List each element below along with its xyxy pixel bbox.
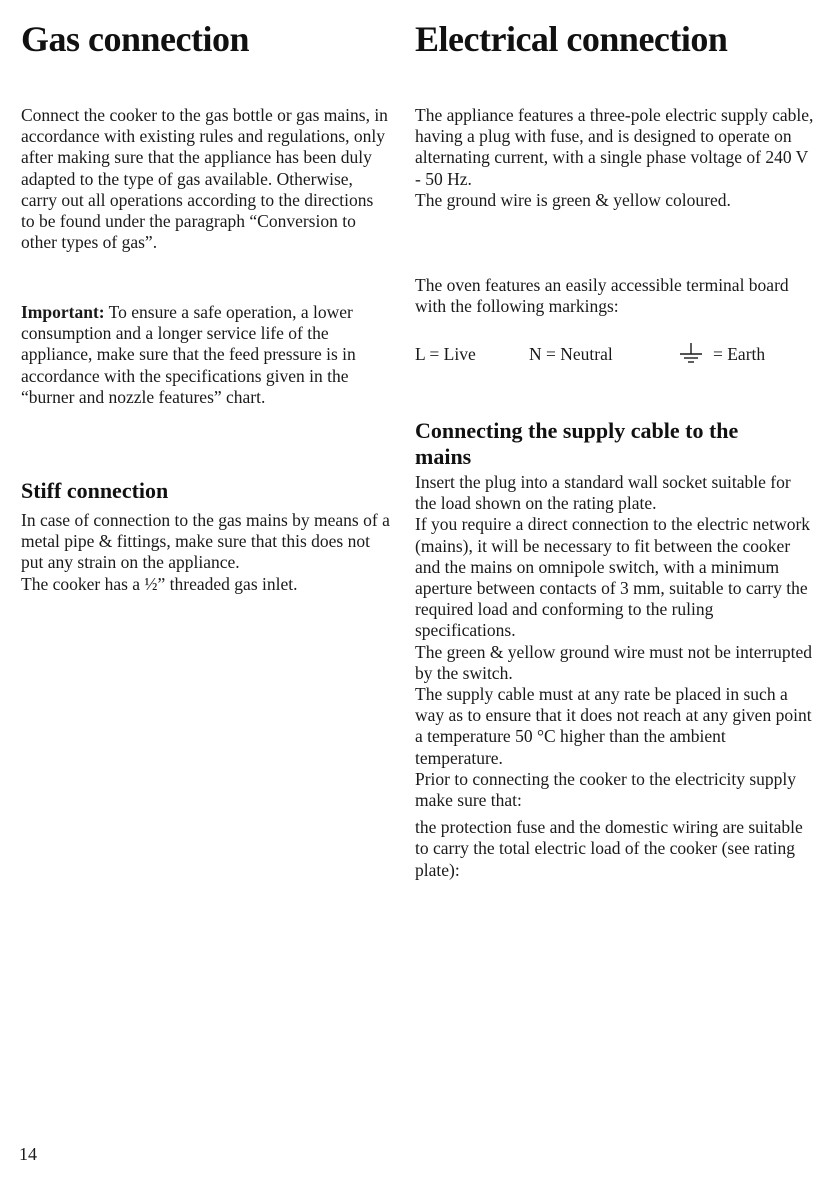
marking-earth: = Earth [713, 344, 766, 364]
electrical-intro-text-1: The appliance features a three-pole electric supply cable, having a plug with fuse, and is designed to operate on alternating current, with a single phase voltage of 240 V - 50 Hz. [415, 105, 814, 189]
earth-icon [677, 341, 705, 367]
terminal-board-block [415, 275, 815, 317]
supply-cable-text-5: Prior to connecting the cooker to the electricity supply make sure that: [415, 768, 797, 811]
marking-neutral: N = Neutral [529, 344, 613, 364]
supply-cable-heading: Connecting the supply cable to the mains [415, 418, 739, 469]
stiff-connection-section [21, 478, 391, 595]
gas-intro-text: Connect the cooker to the gas bottle or gas mains, in accordance with existing rules and regulations, only after making sure that the appliance has been duly adapted to the type of gas available. Otherwise, carry out all operations according to the directions to be found under the paragraph “Conversion to other types of gas”. [21, 105, 388, 253]
terminal-board-text: The oven features an easily accessible terminal board with the following markings: [415, 275, 789, 317]
terminal-markings [415, 344, 815, 370]
marking-live: L = Live [415, 344, 476, 364]
gas-important-block [21, 302, 391, 408]
important-label: Important: [21, 302, 105, 322]
stiff-connection-text-2: The cooker has a ½” threaded gas inlet. [21, 573, 298, 594]
gas-connection-title: Gas connection [21, 19, 250, 59]
electrical-intro-text-2: The ground wire is green & yellow coloured. [415, 189, 731, 210]
gas-important-paragraph [21, 302, 391, 408]
electrical-intro-block [415, 105, 815, 211]
gas-intro-block [21, 105, 391, 253]
stiff-connection-heading: Stiff connection [21, 478, 169, 503]
supply-cable-text-2: If you require a direct connection to the electric network (mains), it will be necessary to fit between the cooker and the mains on omnipole switch, with a minimum aperture between contacts of 3 mm, suitable to carry the required load and conforming to the ruling specifications. [415, 514, 811, 641]
supply-cable-text-6: the protection fuse and the domestic wiring are suitable to carry the total electric load of the cooker (see rating plate): [415, 817, 803, 880]
page-number: 14 [19, 1144, 37, 1164]
supply-cable-text-3: The green & yellow ground wire must not be interrupted by the switch. [415, 641, 813, 683]
supply-cable-text-1: Insert the plug into a standard wall socket suitable for the load shown on the rating plate. [415, 472, 791, 514]
supply-cable-text-4: The supply cable must at any rate be placed in such a way as to ensure that it does not reach at any given point a temperature 50 °C higher than the ambient temperature. [415, 684, 812, 768]
important-text: To ensure a safe operation, a lower consumption and a longer service life of the appliance, make sure that the feed pressure is in accordance with the specifications given in the “burner and nozzle features” chart. [21, 302, 356, 407]
stiff-connection-text-1: In case of connection to the gas mains by means of a metal pipe & fittings, make sure that this does not put any strain on the appliance. [21, 510, 390, 573]
supply-cable-section [415, 418, 815, 881]
electrical-connection-title: Electrical connection [415, 19, 728, 59]
